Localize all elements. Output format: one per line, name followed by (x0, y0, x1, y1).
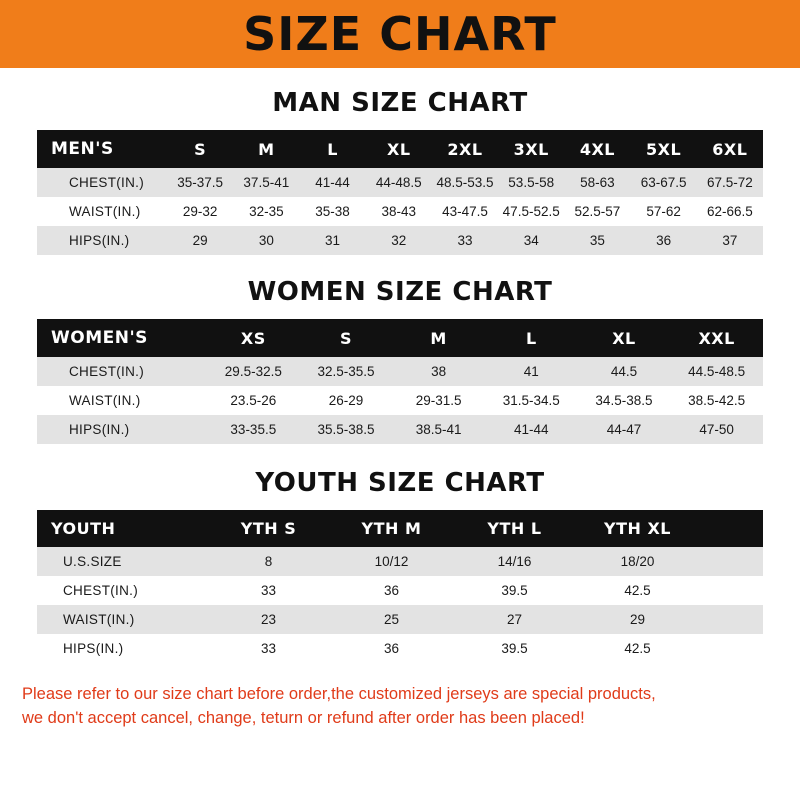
youth-row-3-val-1: 36 (330, 634, 453, 663)
youth-row-1-spacer (699, 576, 763, 605)
youth-row-1-val-1: 36 (330, 576, 453, 605)
man-row-0-val-1: 37.5-41 (233, 168, 299, 197)
man-header-4: XL (366, 130, 432, 168)
man-header-8: 5XL (631, 130, 697, 168)
youth-header-2: YTH M (330, 510, 453, 547)
table-row (37, 357, 763, 386)
youth-row-3-label: HIPS(IN.) (37, 634, 207, 663)
man-header-0: MEN'S (37, 130, 167, 168)
man-row-2-val-7: 36 (631, 226, 697, 255)
women-section-title: WOMEN SIZE CHART (247, 277, 553, 307)
man-row-2-val-2: 31 (299, 226, 365, 255)
man-row-1-val-5: 47.5-52.5 (498, 197, 564, 226)
youth-row-3-spacer (699, 634, 763, 663)
man-row-2-val-5: 34 (498, 226, 564, 255)
youth-row-0-val-2: 14/16 (453, 547, 576, 576)
table-header-row (37, 510, 763, 547)
women-row-2-val-4: 44-47 (578, 415, 671, 444)
women-header-6: XXL (670, 319, 763, 357)
women-row-0-val-3: 41 (485, 357, 578, 386)
women-row-0-val-4: 44.5 (578, 357, 671, 386)
women-row-2-val-5: 47-50 (670, 415, 763, 444)
page-title: SIZE CHART (243, 7, 557, 61)
man-row-0-val-3: 44-48.5 (366, 168, 432, 197)
youth-row-1-val-3: 42.5 (576, 576, 699, 605)
women-row-1-val-4: 34.5-38.5 (578, 386, 671, 415)
man-header-2: M (233, 130, 299, 168)
women-row-2-val-2: 38.5-41 (392, 415, 485, 444)
man-row-2-val-4: 33 (432, 226, 498, 255)
youth-header-3: YTH L (453, 510, 576, 547)
youth-row-2-val-1: 25 (330, 605, 453, 634)
women-row-1-val-5: 38.5-42.5 (670, 386, 763, 415)
man-row-0-val-5: 53.5-58 (498, 168, 564, 197)
man-row-1-val-3: 38-43 (366, 197, 432, 226)
women-header-3: M (392, 319, 485, 357)
man-header-9: 6XL (697, 130, 763, 168)
women-table-wrap (37, 319, 763, 444)
women-row-0-val-5: 44.5-48.5 (670, 357, 763, 386)
man-row-0-val-0: 35-37.5 (167, 168, 233, 197)
man-row-2-val-0: 29 (167, 226, 233, 255)
women-row-1-val-2: 29-31.5 (392, 386, 485, 415)
youth-row-1-val-0: 33 (207, 576, 330, 605)
table-row (37, 634, 763, 663)
order-policy-note (22, 683, 778, 731)
man-header-1: S (167, 130, 233, 168)
women-row-2-label: HIPS(IN.) (37, 415, 207, 444)
youth-header-spacer (699, 510, 763, 547)
women-row-1-val-3: 31.5-34.5 (485, 386, 578, 415)
women-header-2: S (300, 319, 393, 357)
table-row (37, 197, 763, 226)
man-row-2-val-3: 32 (366, 226, 432, 255)
youth-row-0-spacer (699, 547, 763, 576)
table-row (37, 547, 763, 576)
man-row-1-val-8: 62-66.5 (697, 197, 763, 226)
youth-row-2-spacer (699, 605, 763, 634)
youth-header-0: YOUTH (37, 510, 207, 547)
women-row-0-val-2: 38 (392, 357, 485, 386)
table-row (37, 226, 763, 255)
man-row-1-val-7: 57-62 (631, 197, 697, 226)
women-header-0: WOMEN'S (37, 319, 207, 357)
man-row-1-val-4: 43-47.5 (432, 197, 498, 226)
table-row (37, 605, 763, 634)
youth-row-0-val-3: 18/20 (576, 547, 699, 576)
table-row (37, 168, 763, 197)
women-row-0-val-1: 32.5-35.5 (300, 357, 393, 386)
man-row-2-val-8: 37 (697, 226, 763, 255)
man-row-0-val-2: 41-44 (299, 168, 365, 197)
man-row-2-val-6: 35 (564, 226, 630, 255)
man-row-0-val-4: 48.5-53.5 (432, 168, 498, 197)
youth-row-1-val-2: 39.5 (453, 576, 576, 605)
women-row-1-val-0: 23.5-26 (207, 386, 300, 415)
youth-size-table (37, 510, 763, 663)
man-row-0-label: CHEST(IN.) (37, 168, 167, 197)
table-header-row (37, 319, 763, 357)
women-row-1-label: WAIST(IN.) (37, 386, 207, 415)
youth-table-wrap (37, 510, 763, 663)
youth-section-title: YOUTH SIZE CHART (255, 468, 545, 498)
order-policy-note-line1: Please refer to our size chart before order,the customized jerseys are special products, (22, 685, 656, 703)
man-row-2-label: HIPS(IN.) (37, 226, 167, 255)
women-row-2-val-0: 33-35.5 (207, 415, 300, 444)
man-row-1-val-6: 52.5-57 (564, 197, 630, 226)
youth-row-3-val-0: 33 (207, 634, 330, 663)
youth-row-3-val-3: 42.5 (576, 634, 699, 663)
youth-row-2-val-0: 23 (207, 605, 330, 634)
man-header-7: 4XL (564, 130, 630, 168)
women-row-1-val-1: 26-29 (300, 386, 393, 415)
man-row-1-label: WAIST(IN.) (37, 197, 167, 226)
women-row-2-val-1: 35.5-38.5 (300, 415, 393, 444)
man-table-wrap (37, 130, 763, 255)
man-header-5: 2XL (432, 130, 498, 168)
youth-header-1: YTH S (207, 510, 330, 547)
table-header-row (37, 130, 763, 168)
man-row-2-val-1: 30 (233, 226, 299, 255)
man-row-0-val-8: 67.5-72 (697, 168, 763, 197)
women-header-1: XS (207, 319, 300, 357)
man-header-6: 3XL (498, 130, 564, 168)
man-row-0-val-7: 63-67.5 (631, 168, 697, 197)
man-row-1-val-1: 32-35 (233, 197, 299, 226)
youth-row-1-label: CHEST(IN.) (37, 576, 207, 605)
man-row-1-val-0: 29-32 (167, 197, 233, 226)
women-row-2-val-3: 41-44 (485, 415, 578, 444)
women-header-5: XL (578, 319, 671, 357)
man-row-1-val-2: 35-38 (299, 197, 365, 226)
youth-row-2-val-2: 27 (453, 605, 576, 634)
youth-row-2-val-3: 29 (576, 605, 699, 634)
man-size-table (37, 130, 763, 255)
youth-row-0-val-1: 10/12 (330, 547, 453, 576)
women-row-0-label: CHEST(IN.) (37, 357, 207, 386)
youth-header-4: YTH XL (576, 510, 699, 547)
table-row (37, 386, 763, 415)
youth-row-0-val-0: 8 (207, 547, 330, 576)
table-row (37, 576, 763, 605)
youth-row-2-label: WAIST(IN.) (37, 605, 207, 634)
man-section-title: MAN SIZE CHART (272, 88, 528, 118)
women-header-4: L (485, 319, 578, 357)
women-size-table (37, 319, 763, 444)
table-row (37, 415, 763, 444)
man-header-3: L (299, 130, 365, 168)
women-row-0-val-0: 29.5-32.5 (207, 357, 300, 386)
youth-row-3-val-2: 39.5 (453, 634, 576, 663)
man-row-0-val-6: 58-63 (564, 168, 630, 197)
order-policy-note-line2: we don't accept cancel, change, teturn or refund after order has been placed! (22, 708, 585, 727)
header-banner (0, 0, 800, 68)
youth-row-0-label: U.S.SIZE (37, 547, 207, 576)
